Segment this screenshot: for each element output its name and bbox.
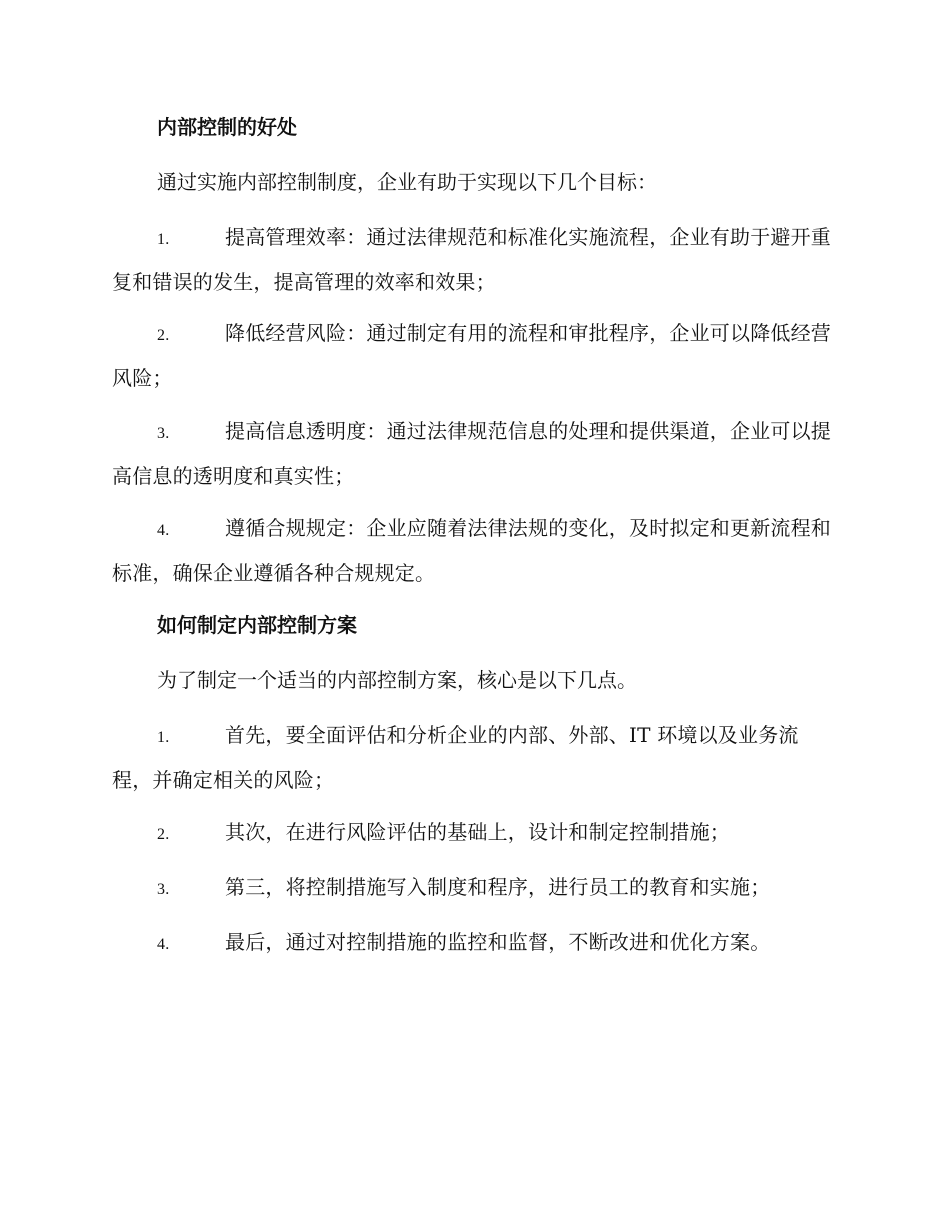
list-number: 4. [157,522,170,539]
list-item [112,312,837,399]
section-intro-howto: 为了制定一个适当的内部控制方案，核心是以下几点。 [157,668,637,692]
list-item [112,921,837,966]
list-text: 遵循合规规定：企业应随着法律法规的变化，及时拟定和更新流程和标准，确保企业遵循各种合规规定。 [112,516,831,585]
list-number: 4. [157,936,170,953]
section-intro-benefits: 通过实施内部控制制度，企业有助于实现以下几个目标： [157,170,657,194]
list-number: 1. [157,729,170,746]
list-item [112,216,837,303]
list-item [112,410,837,497]
list-text: 提高管理效率：通过法律规范和标准化实施流程，企业有助于避开重复和错误的发生，提高管理的效率和效果； [112,225,831,294]
list-text: 降低经营风险：通过制定有用的流程和审批程序，企业可以降低经营风险； [112,321,831,390]
list-text: 最后，通过对控制措施的监控和监督，不断改进和优化方案。 [225,930,771,954]
list-item [112,507,837,594]
list-item [112,714,837,801]
list-number: 1. [157,231,170,248]
list-number: 3. [157,425,170,442]
list-item [112,866,837,911]
list-number: 3. [157,881,170,898]
list-number: 2. [157,327,170,344]
list-text: 提高信息透明度：通过法律规范信息的处理和提供渠道，企业可以提高信息的透明度和真实性； [112,419,831,488]
list-text: 首先，要全面评估和分析企业的内部、外部、IT 环境以及业务流程，并确定相关的风险； [112,723,799,792]
list-text: 第三，将控制措施写入制度和程序，进行员工的教育和实施； [225,875,771,899]
section-heading-howto: 如何制定内部控制方案 [157,613,357,637]
list-number: 2. [157,826,170,843]
list-text: 其次，在进行风险评估的基础上，设计和制定控制措施； [225,820,730,844]
section-heading-benefits: 内部控制的好处 [157,115,297,139]
list-item [112,811,837,856]
